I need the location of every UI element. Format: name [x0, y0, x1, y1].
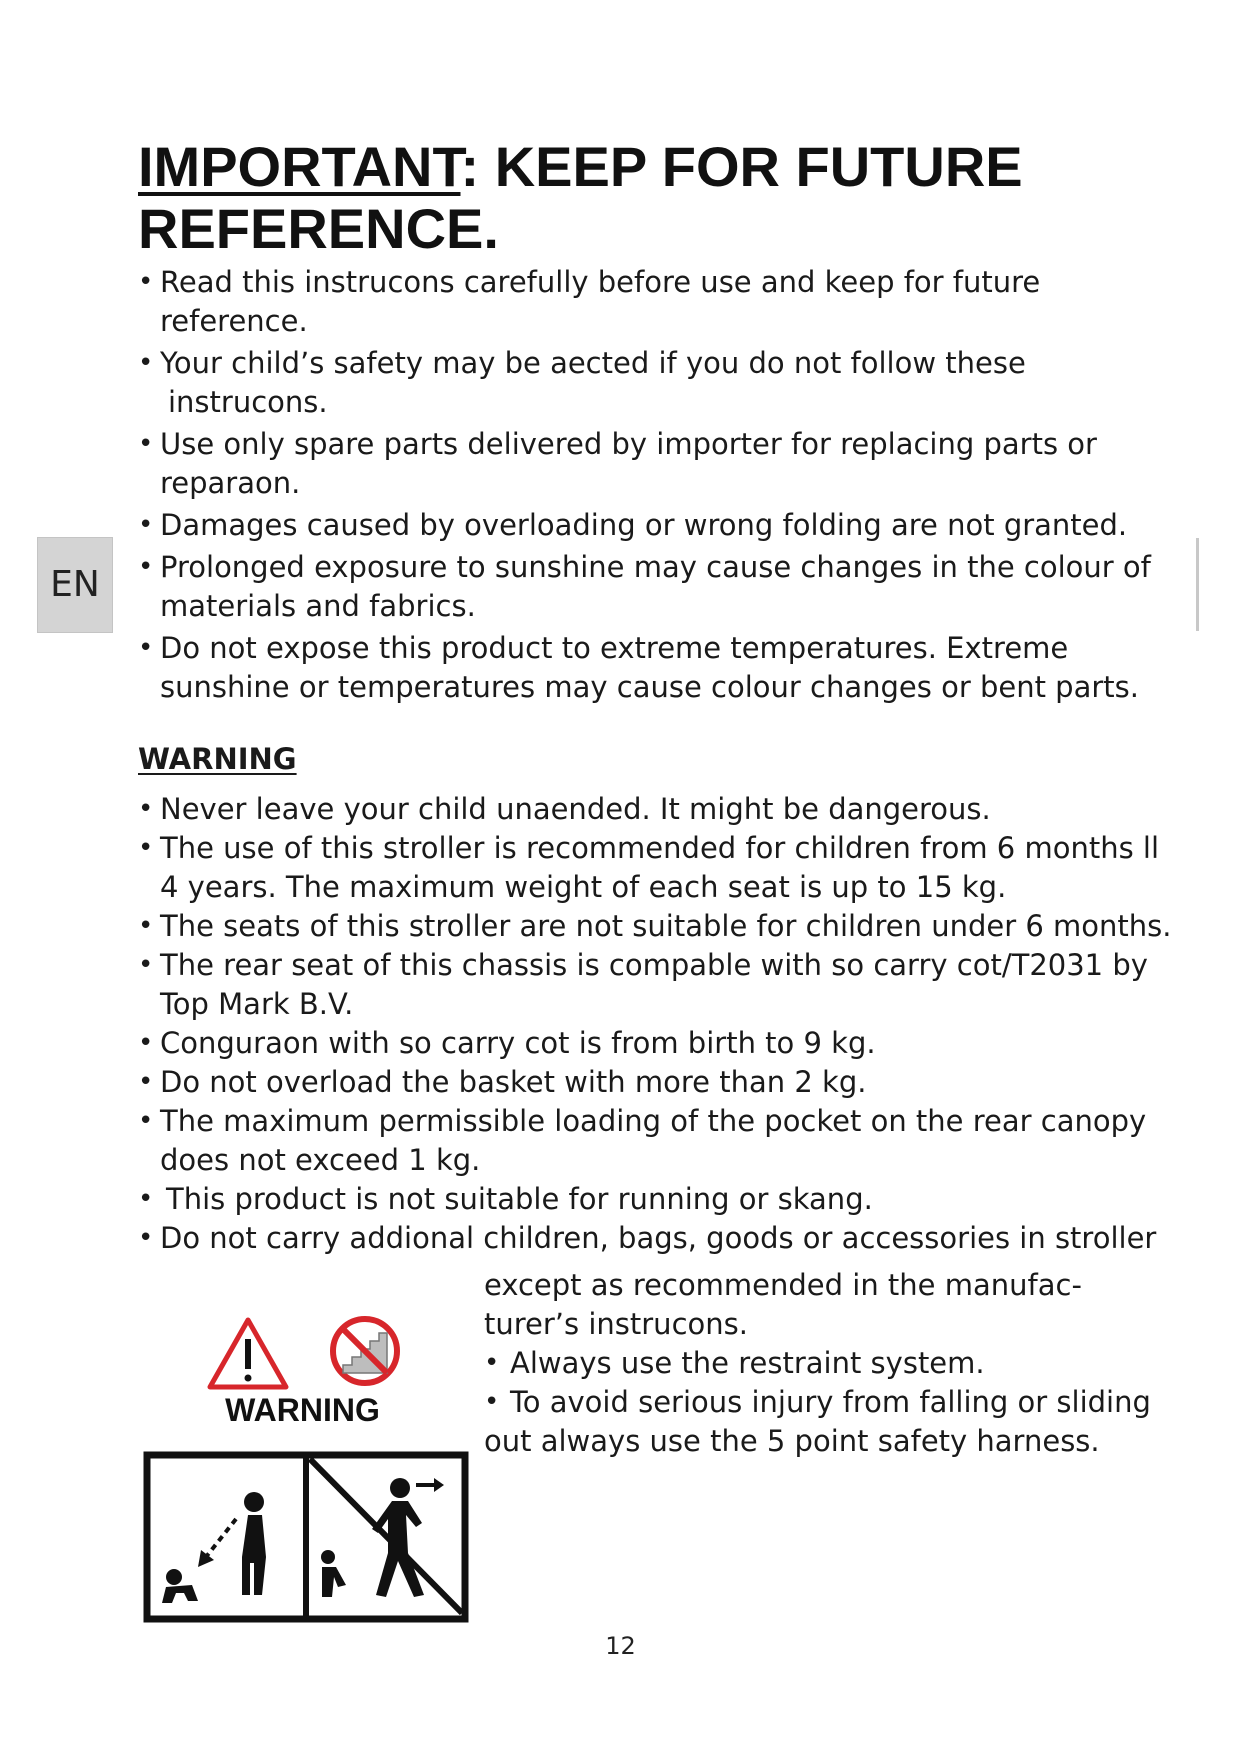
continuation-line: except as recommended in the manufac- [484, 1268, 1082, 1302]
list-item: • The rear seat of this chassis is compable with so carry cot/T2031 by Top Mark B.V. [138, 946, 1171, 1024]
list-item: • Conguraon with so carry cot is from birth to 9 kg. [138, 1024, 1171, 1063]
warning-list [138, 790, 1171, 1258]
page-number: 12 [605, 1632, 636, 1660]
list-item: • Do not carry addional children, bags, goods or accessories in stroller [138, 1219, 1171, 1258]
page-title [138, 136, 1038, 260]
warning-graphic [138, 1295, 478, 1625]
continuation-line: turer’s instrucons. [484, 1307, 748, 1341]
list-item: • Do not overload the basket with more than 2 kg. [138, 1063, 1171, 1102]
list-item: • Always use the restraint system. [484, 1344, 1151, 1383]
warning-triangle-icon [210, 1320, 286, 1387]
list-item: • To avoid serious injury from falling or sliding [484, 1383, 1151, 1422]
page-edge-marker [1196, 538, 1199, 631]
list-item: • The maximum permissible loading of the pocket on the rear canopy does not exceed 1 kg. [138, 1102, 1171, 1180]
title-reference: REFERENCE. [138, 197, 499, 260]
list-item: • Damages caused by overloading or wrong folding are not granted. [138, 506, 1151, 545]
list-item: • The use of this stroller is recommended for children from 6 months ll 4 years. The maximum weight of each seat is up to 15 kg. [138, 829, 1171, 907]
list-item: • Prolonged exposure to sunshine may cause changes in the colour of materials and fabrics. [138, 548, 1151, 626]
warning-graphic-label: WARNING [225, 1392, 380, 1428]
continuation-line: out always use the 5 point safety harness. [484, 1424, 1100, 1458]
list-item: • Never leave your child unaended. It might be dangerous. [138, 790, 1171, 829]
list-item: • Your child’s safety may be aected if you do not follow these instrucons. [138, 344, 1151, 422]
title-keep: : KEEP FOR FUTURE [460, 135, 1023, 198]
no-stairs-icon [333, 1319, 397, 1383]
list-item: • Do not expose this product to extreme temperatures. Extreme sunshine or temperatures may cause colour changes or bent parts. [138, 629, 1151, 707]
list-item: • This product is not suitable for running or skang. [138, 1180, 1171, 1219]
instructions-list [138, 263, 1151, 710]
warning-continuation [484, 1266, 1151, 1461]
list-item: • Use only spare parts delivered by importer for replacing parts or reparaon. [138, 425, 1151, 503]
language-tab: EN [37, 537, 113, 633]
list-item: • The seats of this stroller are not suitable for children under 6 months. [138, 907, 1171, 946]
list-item: • Read this instrucons carefully before use and keep for future reference. [138, 263, 1151, 341]
title-important: IMPORTANT [138, 135, 461, 198]
warning-heading: WARNING [138, 742, 297, 776]
